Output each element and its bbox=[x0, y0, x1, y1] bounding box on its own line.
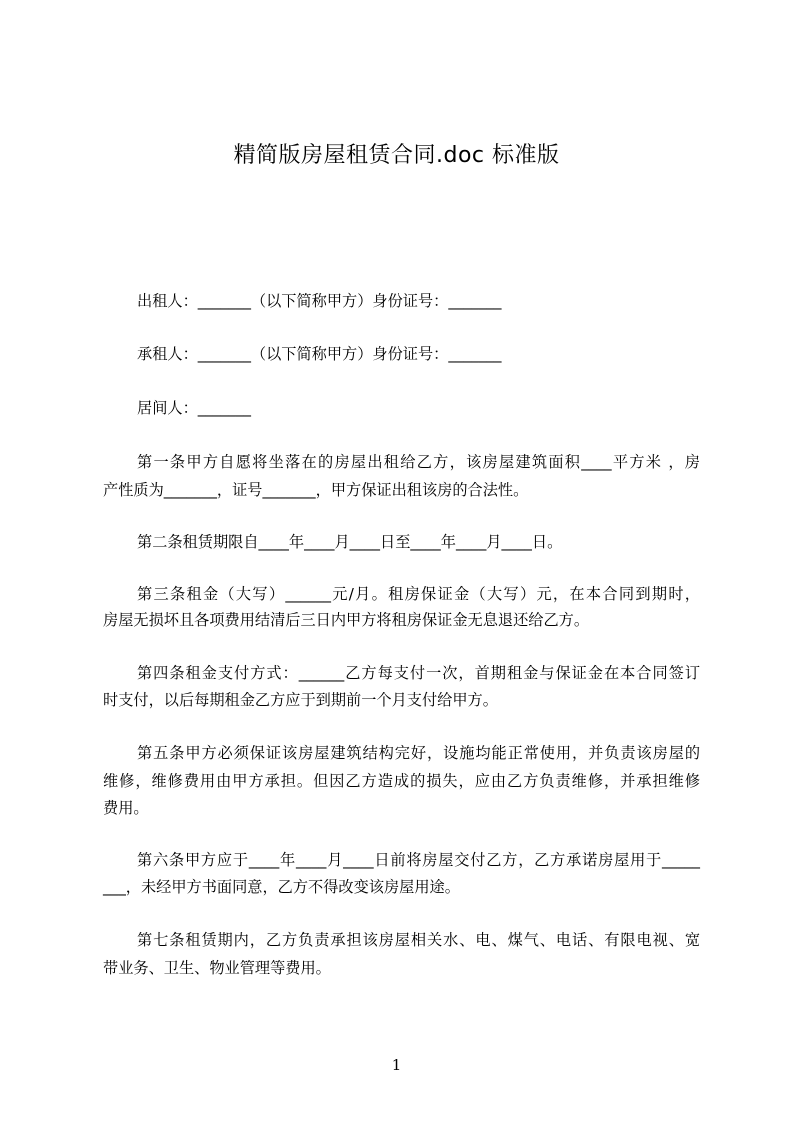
clause-4-line-2: 时支付，以后每期租金乙方应于到期前一个月支付给甲方。 bbox=[103, 691, 498, 709]
document-title: 精简版房屋租赁合同.doc 标准版 bbox=[233, 143, 560, 168]
page-number: 1 bbox=[391, 1056, 402, 1074]
clause-5-line-1: 第五条甲方必须保证该房屋建筑结构完好，设施均能正常使用，并负责该房屋的 bbox=[137, 744, 700, 762]
clause-1-line-1: 第一条甲方自愿将坐落在的房屋出租给乙方，该房屋建筑面积____平方米 ，房 bbox=[137, 453, 700, 471]
clause-1-line-2: 产性质为_______，证号_______，甲方保证出租该房的合法性。 bbox=[103, 481, 529, 499]
clause-4-line-1: 第四条租金支付方式：______乙方每支付一次，首期租金与保证金在本合同签订 bbox=[137, 664, 700, 682]
clause-3-line-1: 第三条租金（大写）______元/月。租房保证金（大写）元，在本合同到期时， bbox=[137, 585, 700, 603]
clause-7-line-1: 第七条租赁期内，乙方负责承担该房屋相关水、电、煤气、电话、有限电视、宽 bbox=[137, 931, 700, 949]
clause-7-line-2: 带业务、卫生、物业管理等费用。 bbox=[103, 959, 331, 977]
lessor-line: 出租人：_______（以下简称甲方）身份证号：_______ bbox=[137, 292, 502, 310]
lessee-line: 承租人：_______（以下简称甲方）身份证号：_______ bbox=[137, 345, 502, 363]
intermediary-line: 居间人：_______ bbox=[137, 399, 251, 417]
clause-6-line-1: 第六条甲方应于____年____月____日前将房屋交付乙方，乙方承诺房屋用于_____ bbox=[137, 851, 700, 869]
clause-5-line-2: 维修，维修费用由甲方承担。但因乙方造成的损失，应由乙方负责维修，并承担维修 bbox=[103, 772, 700, 790]
clause-2-line-1: 第二条租赁期限自____年____月____日至____年____月____日。 bbox=[137, 533, 563, 551]
clause-3-line-2: 房屋无损坏且各项费用结清后三日内甲方将租房保证金无息退还给乙方。 bbox=[103, 611, 589, 629]
clause-6-line-2: ___，未经甲方书面同意，乙方不得改变该房屋用途。 bbox=[103, 878, 460, 896]
clause-5-line-3: 费用。 bbox=[103, 799, 149, 817]
